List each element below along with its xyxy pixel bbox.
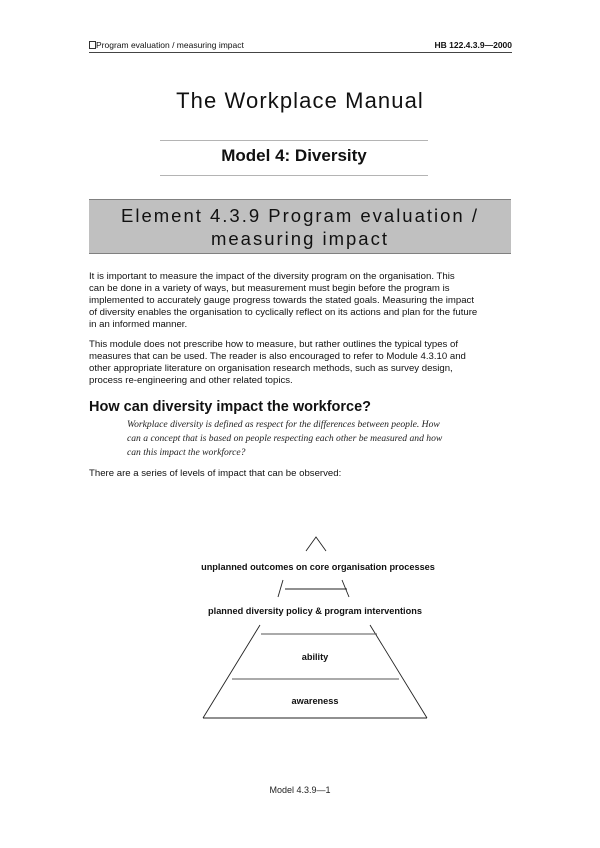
level-label-planned-interventions: planned diversity policy & program interventions	[208, 606, 422, 616]
pyramid-base-right-edge	[370, 625, 427, 718]
text-line: can be done in a variety of ways, but measurement must begin before the program is	[89, 283, 450, 295]
model-title: Model 4: Diversity	[221, 146, 367, 165]
text-line: It is important to measure the impact of the diversity program on the organisation. This	[89, 271, 455, 282]
text-line: process re-engineering and other related topics.	[89, 375, 293, 387]
level-label-ability: ability	[301, 652, 329, 662]
quote-line: Workplace diversity is defined as respect for the differences between people. How	[127, 419, 440, 430]
page-footer: Model 4.3.9—1	[269, 785, 331, 795]
section-heading: How can diversity impact the workforce?	[89, 399, 372, 415]
pyramid-mid-left-edge	[278, 580, 283, 597]
module-scope-paragraph	[89, 339, 514, 387]
level-label-awareness: awareness	[291, 696, 339, 706]
text-line: This module does not prescribe how to measure, but rather outlines the typical types of	[89, 339, 459, 350]
quote-line: can a concept that is based on people respecting each other be measured and how	[127, 433, 443, 444]
title-rule-top	[160, 140, 428, 141]
checkbox-glyph-icon	[89, 41, 96, 49]
intro-paragraph	[89, 271, 514, 331]
element-title-line-1: Element 4.3.9 Program evaluation /	[121, 205, 479, 226]
text-line: other appropriate literature on organisation research methods, such as survey design,	[89, 363, 453, 375]
title-rule-bottom	[160, 175, 428, 176]
text-line: in an informed manner.	[89, 319, 188, 331]
text-line: measures that can be used. The reader is also encouraged to refer to Module 4.3.10 and	[89, 351, 466, 363]
quote-line: can this impact the workforce?	[127, 447, 246, 458]
manual-title: The Workplace Manual	[176, 88, 424, 113]
level-label-unplanned-outcomes: unplanned outcomes on core organisation processes	[201, 562, 435, 572]
levels-intro: There are a series of levels of impact that can be observed:	[89, 468, 342, 479]
text-line: of diversity enables the organisation to cyclically reflect on its actions and plan for the future	[89, 307, 478, 319]
element-title-line-2: measuring impact	[210, 228, 389, 249]
pyramid-apex	[306, 537, 326, 551]
header-document-number: HB 122.4.3.9—2000	[434, 40, 512, 50]
text-line: implemented to accurately gauge progress towards the stated goals. Measuring the impact	[89, 295, 475, 307]
impact-pyramid-diagram	[0, 520, 600, 730]
running-header	[89, 40, 512, 53]
pyramid-mid-right-edge	[342, 580, 349, 597]
element-title-banner	[89, 199, 511, 254]
header-left-text: Program evaluation / measuring impact	[96, 40, 244, 50]
pyramid-base-left-edge	[203, 625, 260, 718]
definition-quote	[127, 418, 507, 460]
header-section-title	[89, 40, 244, 51]
